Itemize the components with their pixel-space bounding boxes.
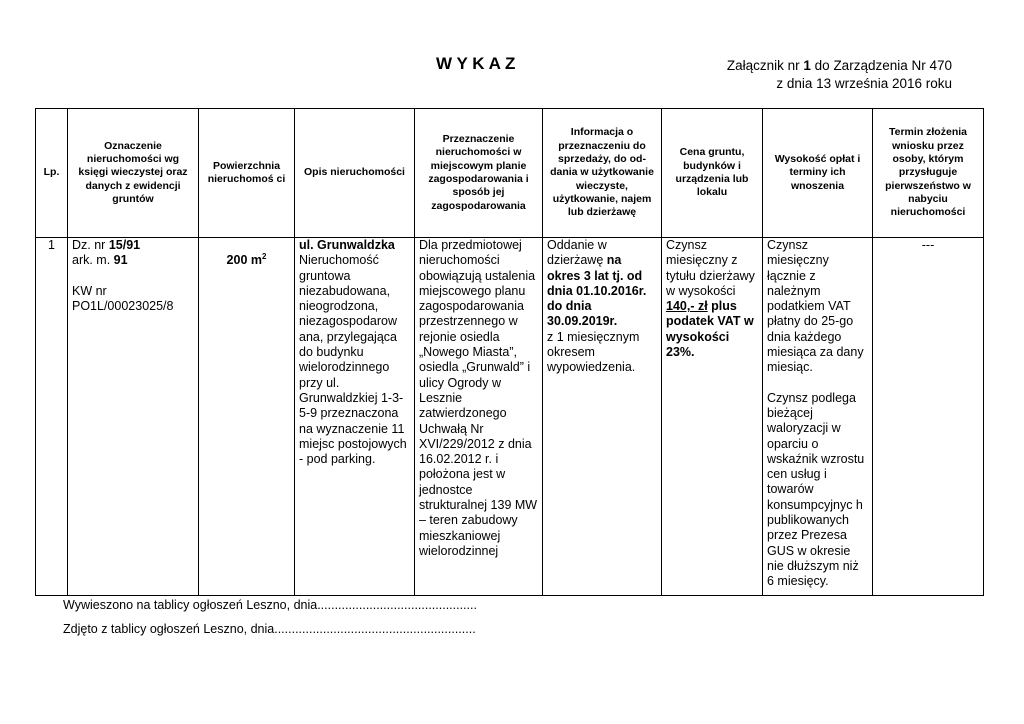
cell-oplaty [763,238,873,596]
header-przeznaczenie: Przeznaczenie nieruchomości w miejscowym planie zagospodarowania i sposób jej zagospodarowania [415,109,543,238]
parcel-line [72,238,194,253]
header-cena: Cena gruntu, budynków i urządzenia lub lokalu [662,109,763,238]
property-list-table [35,108,984,596]
land-register-number: PO1L/00023025/8 [72,298,174,313]
cell-lp: 1 [36,238,68,596]
table-row [36,238,984,596]
cell-cena [662,238,763,596]
attachment-note [727,57,952,93]
land-register-label: KW nr [72,283,107,298]
street-name: ul. Grunwaldzka [299,238,395,252]
header-oznaczenie: Oznaczenie nieruchomości wg księgi wieczystej oraz danych z ewidencji gruntów [68,109,199,238]
rent-amount: 140,- zł [666,299,708,314]
lease-intro: Oddanie w dzierżawę [547,238,607,268]
area-number: 200 m [226,253,262,267]
lease-period: na okres 3 lat tj. od dnia 01.10.2016r. do dnia 30.09.2019r. [547,253,647,329]
attachment-number: 1 [803,58,811,73]
rent-vat: plus podatek VAT w wysokości 23%. [666,299,754,360]
header-lp: Lp. [36,109,68,238]
description-text: Nieruchomość gruntowa niezabudowana, nieogrodzona, niezagospodarow ana, przylegająca do budynku wielorodzinnego przy ul. Grunwaldzkiej 1-3-5-9 przeznaczona na wyznaczenie 11 miejsc postojowych - pod parking. [299,253,407,467]
rent-intro: Czynsz miesięczny z tytułu dzierżawy w wysokości [666,238,755,298]
table-header-row [36,109,984,238]
header-informacja: Informacja o przeznaczeniu do sprzedaży, do od-dania w użytkowanie wieczyste, użytkowanie, najem lub dzierżawę [543,109,662,238]
cell-termin: --- [873,238,984,596]
cell-informacja [543,238,662,596]
payment-terms: Czynsz miesięczny łącznie z należnym podatkiem VAT płatny do 25-go dnia każdego miesiąca za dany miesiąc. [767,238,864,375]
header-oplaty: Wysokość opłat i terminy ich wnoszenia [763,109,873,238]
attachment-suffix: do Zarządzenia Nr 470 [810,58,952,73]
parcel-label: Dz. nr [72,238,109,252]
cell-przeznaczenie: Dla przedmiotowej nieruchomości obowiązują ustalenia miejscowego planu zagospodarowania przestrzennego w rejonie osiedla „Nowego Miasta”, osiedla „Grunwald” i ulicy Ogrody w Lesznie zatwierdzonego Uchwałą Nr XVI/229/2012 z dnia 16.02.2012 r. i położona jest w jednostce strukturalnej 139 MW – teren zabudowy mieszkaniowej wielorodzinnej [415,238,543,596]
document-title: W Y K A Z [436,54,516,73]
cell-opis [295,238,415,596]
parcel-number: 15/91 [108,238,141,252]
area-unit-exponent: 2 [262,251,267,261]
header-termin: Termin złożenia wniosku przez osoby, którym przysługuje pierwszeństwo w nabyciu nieruchomości [873,109,984,238]
cell-oznaczenie [68,238,199,596]
sheet-line [72,253,194,268]
indexation-terms: Czynsz podlega bieżącej waloryzacji w oparciu o wskaźnik wzrostu cen usług i towarów konsumpcyjnyc h publikowanych przez Prezesa GUS w okresie nie dłuższym niż 6 miesięcy. [767,390,865,589]
attachment-line-1 [727,57,952,75]
header-powierzchnia: Powierzchnia nieruchomoś ci [199,109,295,238]
notice-period: z 1 miesięcznym okresem wypowiedzenia. [547,329,640,375]
area-value [227,253,267,267]
cell-powierzchnia [199,238,295,596]
sheet-label: ark. m. [72,253,114,268]
removed-date-line: Zdjęto z tablicy ogłoszeń Leszno, dnia.......................................................... [63,622,476,636]
sheet-number: 91 [113,253,128,268]
attachment-line-2: z dnia 13 września 2016 roku [776,76,952,91]
posted-date-line: Wywieszono na tablicy ogłoszeń Leszno, dnia.............................................. [63,598,477,612]
header-opis: Opis nieruchomości [295,109,415,238]
attachment-prefix: Załącznik nr [726,58,804,73]
